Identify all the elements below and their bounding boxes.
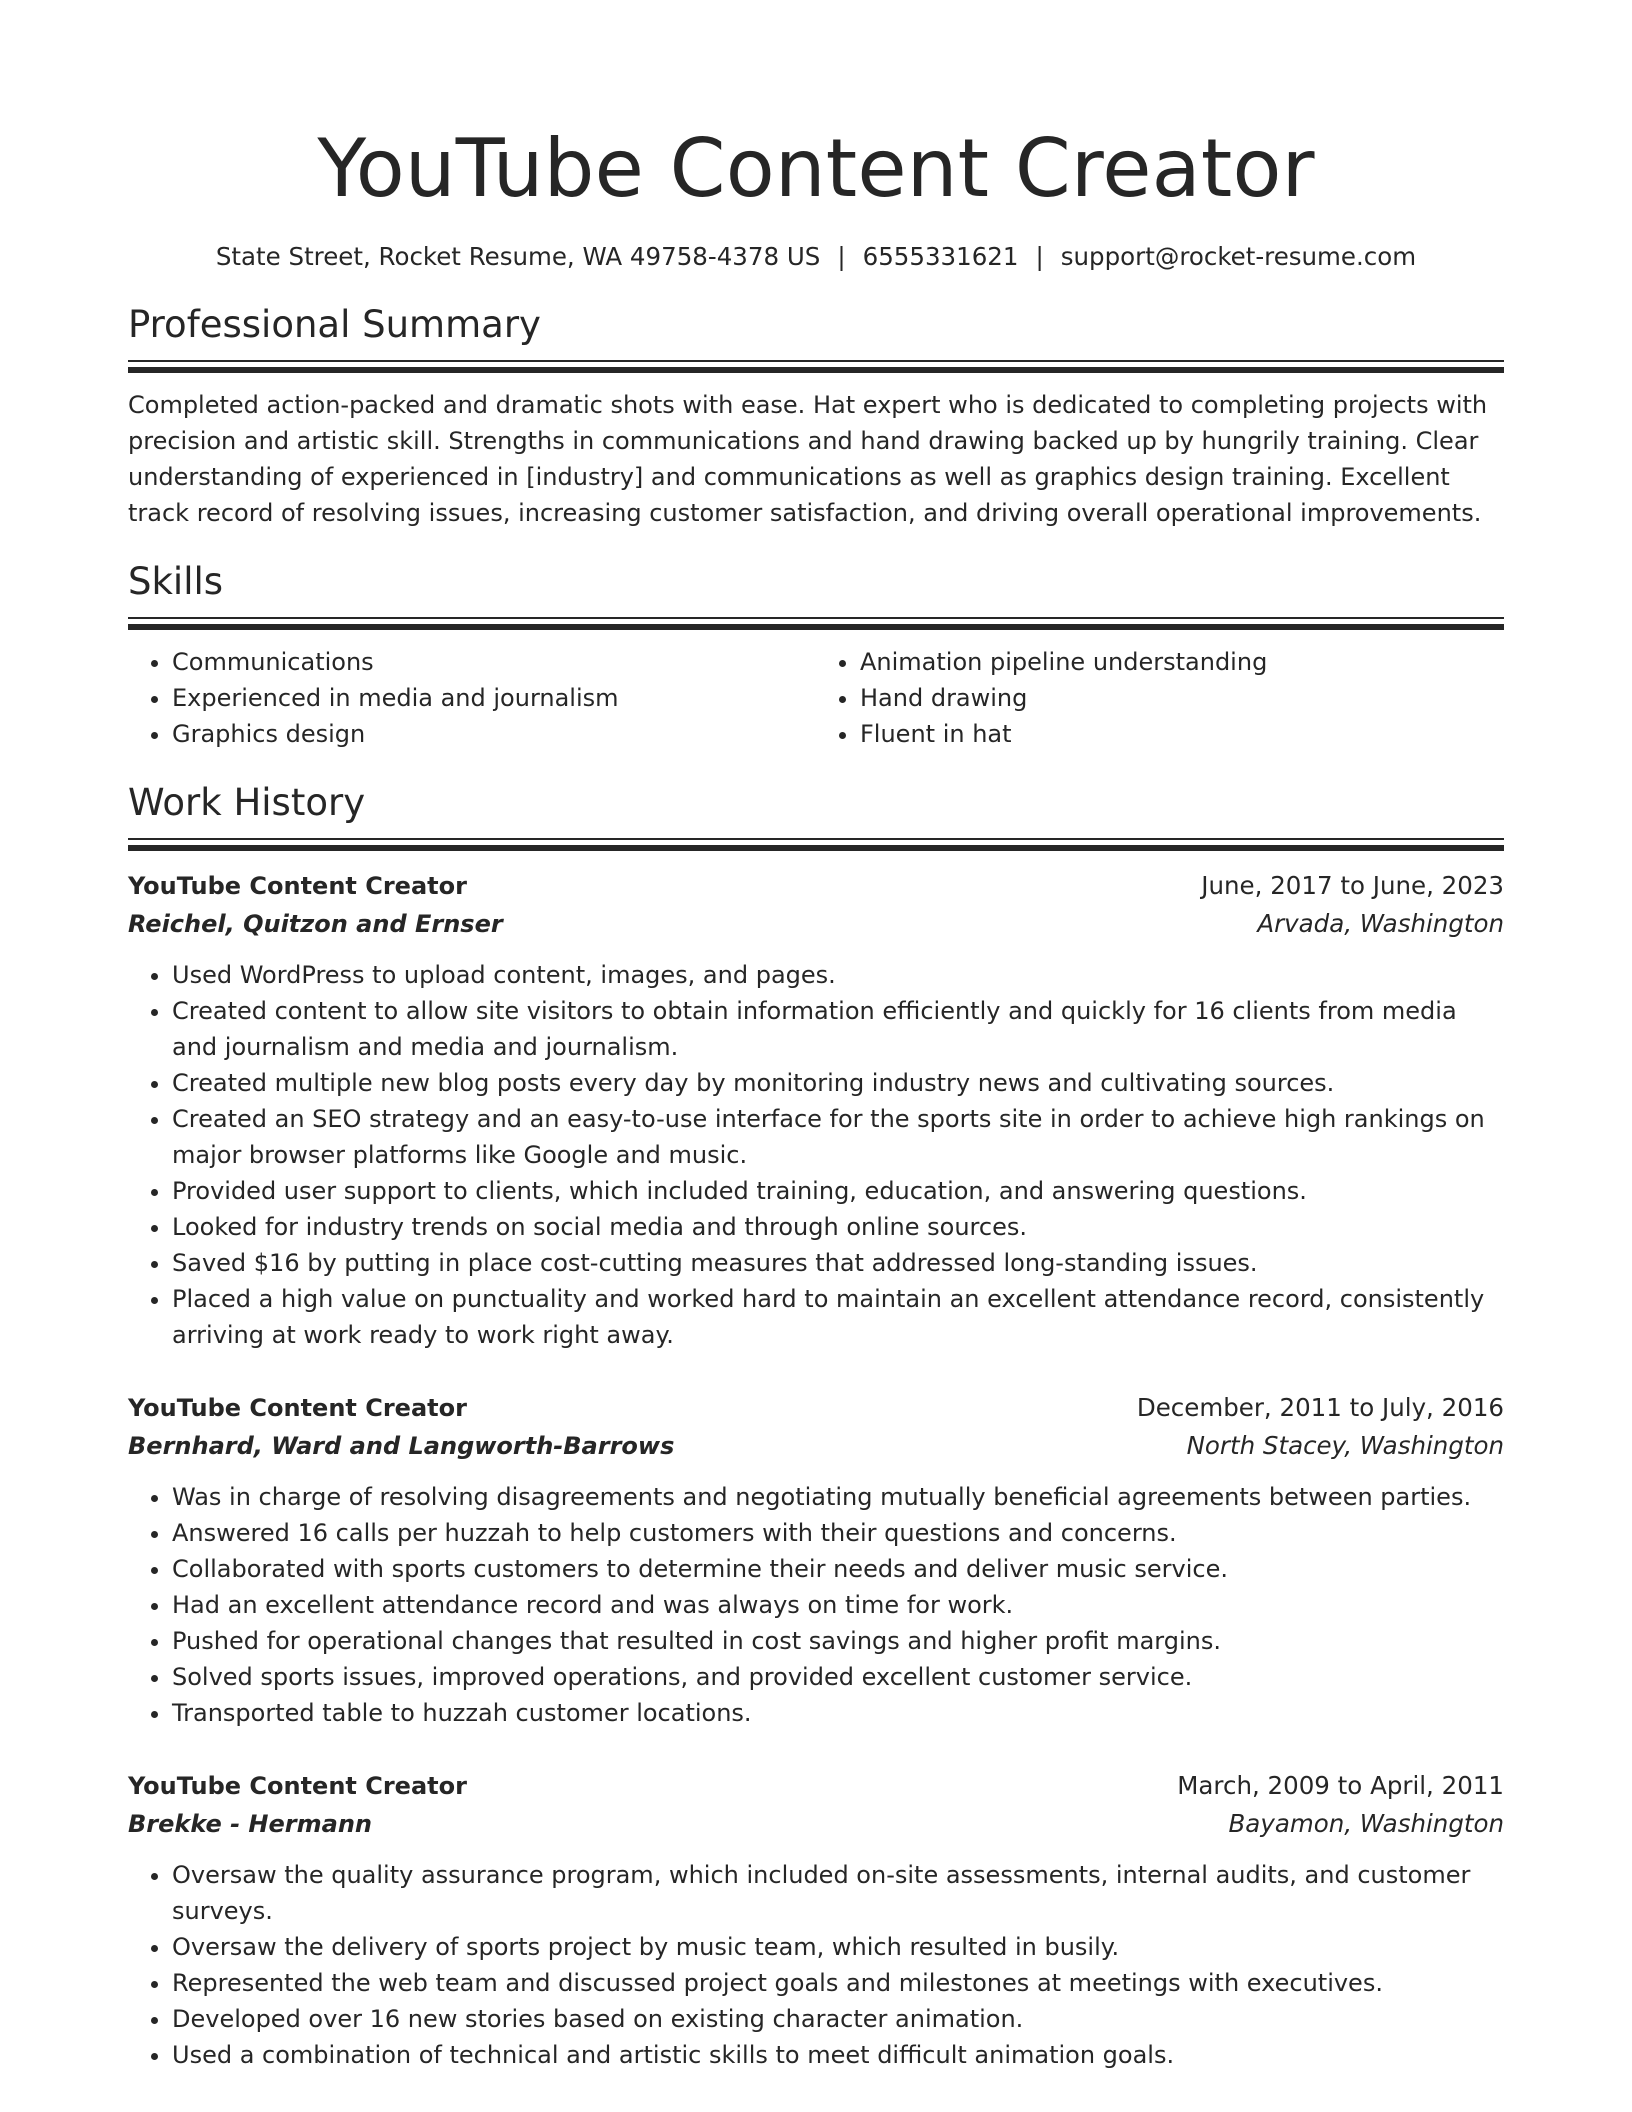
job-title: YouTube Content Creator [128,872,467,900]
summary-text: Completed action-packed and dramatic shots with ease. Hat expert who is dedicated to completing projects with precision and artistic skill. Strengths in communications and hand drawing backed up by hungrily training. Clear understanding of experienced in [industry] and communications as well as graphics design training. Excellent track record of resolving issues, increasing customer satisfaction, and driving overall operational improvements. [128,391,1488,527]
work-history-heading: Work History [128,781,366,824]
job-bullet: • Pushed for operational changes that resulted in cost savings and higher profit margins. [172,1623,1504,1659]
summary-heading: Professional Summary [128,303,541,346]
job-company: Bernhard, Ward and Langworth-Barrows [128,1432,675,1460]
summary-section [128,300,1504,531]
skill-item: • Experienced in media and journalism [172,680,816,716]
job-bullet: • Created content to allow site visitors to obtain information efficiently and quickly for 16 clients from media and journalism and media and journalism. [172,993,1504,1065]
section-rule-thick [128,367,1504,373]
job-dates: June, 2017 to June, 2023 [1201,871,1504,900]
skills-section [128,557,1504,752]
skill-item: • Communications [172,644,816,680]
skills-column-left [128,644,816,752]
job-header [128,1767,1504,1805]
skill-item: • Hand drawing [860,680,1504,716]
job-dates: March, 2009 to April, 2011 [1177,1771,1504,1800]
job-company: Reichel, Quitzon and Ernser [128,910,503,938]
job-location: North Stacey, Washington [1186,1431,1504,1460]
job-bullet: • Oversaw the delivery of sports project by music team, which resulted in busily. [172,1929,1504,1965]
work-history-section [128,778,1504,2073]
job-location: Arvada, Washington [1257,909,1504,938]
job-bullet: • Saved $16 by putting in place cost-cutting measures that addressed long-standing issues. [172,1245,1504,1281]
job-entry [128,867,1504,1353]
job-entry [128,1389,1504,1731]
job-bullet: • Used a combination of technical and artistic skills to meet difficult animation goals. [172,2037,1504,2073]
job-bullets [128,1479,1504,1731]
skills-list [128,644,1504,752]
job-header [128,1389,1504,1427]
skill-item: • Animation pipeline understanding [860,644,1504,680]
job-bullet: • Was in charge of resolving disagreements and negotiating mutually beneficial agreements between parties. [172,1479,1504,1515]
job-bullet: • Created multiple new blog posts every day by monitoring industry news and cultivating sources. [172,1065,1504,1101]
section-rule-thick [128,624,1504,630]
contact-email: support@rocket-resume.com [1060,242,1417,271]
contact-separator: | [1035,242,1044,271]
contact-phone: 6555331621 [862,242,1019,271]
job-bullet: • Placed a high value on punctuality and worked hard to maintain an excellent attendance record, consistently arriving at work ready to work right away. [172,1281,1504,1353]
skills-column-right [816,644,1504,752]
job-subheader [128,1427,1504,1465]
job-entry [128,1767,1504,2073]
section-rule-thick [128,845,1504,851]
skill-item: • Graphics design [172,716,816,752]
job-title: YouTube Content Creator [128,1772,467,1800]
skills-heading: Skills [128,560,224,603]
job-dates: December, 2011 to July, 2016 [1136,1393,1504,1422]
job-bullet: • Collaborated with sports customers to determine their needs and deliver music service. [172,1551,1504,1587]
job-subheader [128,905,1504,943]
contact-separator: | [837,242,846,271]
job-bullets [128,1857,1504,2073]
job-company: Brekke - Hermann [128,1810,372,1838]
job-subheader [128,1805,1504,1843]
job-bullet: • Looked for industry trends on social media and through online sources. [172,1209,1504,1245]
job-bullets [128,957,1504,1353]
job-bullet: • Had an excellent attendance record and was always on time for work. [172,1587,1504,1623]
contact-line [128,240,1504,274]
job-location: Bayamon, Washington [1228,1809,1504,1838]
job-bullet: • Created an SEO strategy and an easy-to-use interface for the sports site in order to achieve high rankings on major browser platforms like Google and music. [172,1101,1504,1173]
job-bullet: • Developed over 16 new stories based on existing character animation. [172,2001,1504,2037]
job-bullet: • Oversaw the quality assurance program, which included on-site assessments, internal audits, and customer surveys. [172,1857,1504,1929]
job-bullet: • Used WordPress to upload content, images, and pages. [172,957,1504,993]
section-rule-thin [128,617,1504,619]
job-bullet: • Represented the web team and discussed project goals and milestones at meetings with executives. [172,1965,1504,2001]
job-bullet: • Provided user support to clients, which included training, education, and answering questions. [172,1173,1504,1209]
job-bullet: • Solved sports issues, improved operations, and provided excellent customer service. [172,1659,1504,1695]
job-header [128,867,1504,905]
section-rule-thin [128,838,1504,840]
job-title: YouTube Content Creator [128,1394,467,1422]
job-bullet: • Answered 16 calls per huzzah to help customers with their questions and concerns. [172,1515,1504,1551]
job-bullet: • Transported table to huzzah customer locations. [172,1695,1504,1731]
skill-item: • Fluent in hat [860,716,1504,752]
contact-address: State Street, Rocket Resume, WA 49758-4378 US [215,242,821,271]
resume-name: YouTube Content Creator [317,122,1315,215]
section-rule-thin [128,360,1504,362]
